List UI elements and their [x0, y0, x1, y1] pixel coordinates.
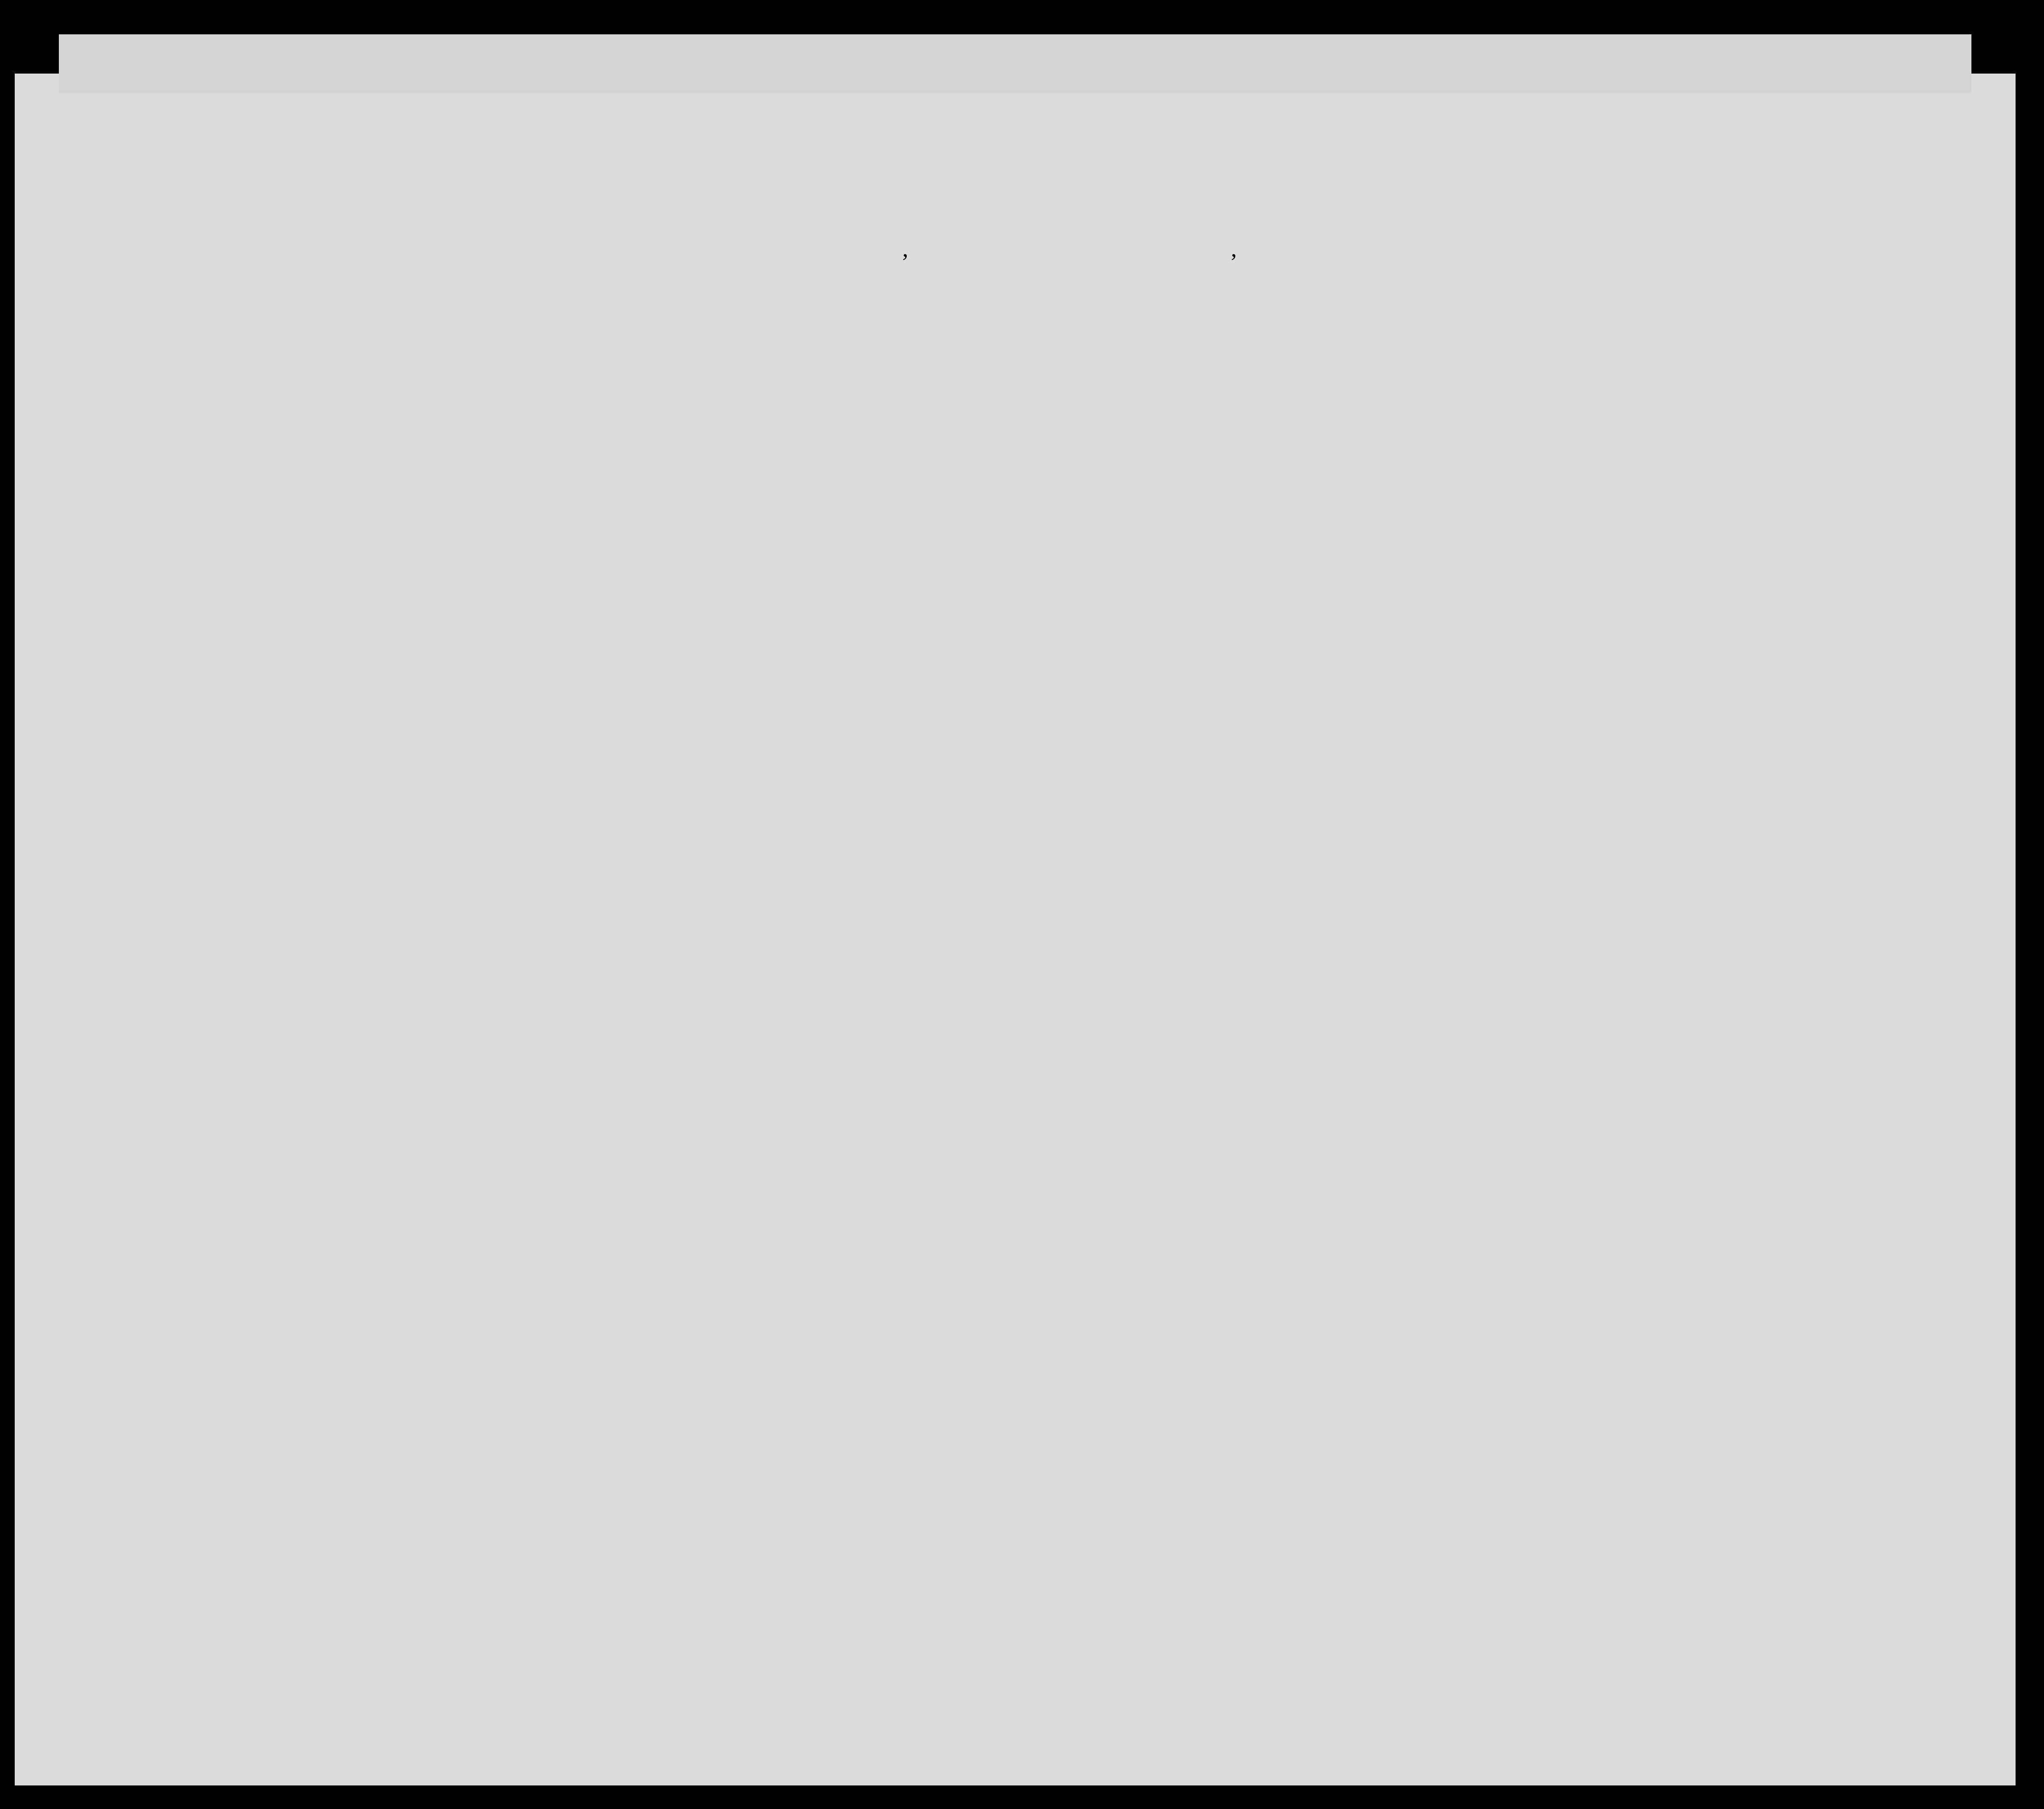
header-col19	[635, 319, 664, 441]
comma-2: ,	[1231, 236, 1237, 262]
header-col33-feet	[1675, 392, 1689, 441]
header-col28	[1415, 319, 1469, 446]
header-col24b	[1236, 336, 1260, 449]
header-col24a	[1184, 336, 1219, 449]
comma-1: ,	[902, 236, 908, 262]
header-col30	[1518, 319, 1547, 446]
header-col26b	[1371, 319, 1385, 446]
header-col27	[1395, 319, 1410, 446]
header-col33-inches	[1697, 392, 1712, 441]
header-col26a	[1334, 319, 1363, 446]
header-col21	[758, 319, 787, 441]
header-col29	[1474, 319, 1503, 446]
